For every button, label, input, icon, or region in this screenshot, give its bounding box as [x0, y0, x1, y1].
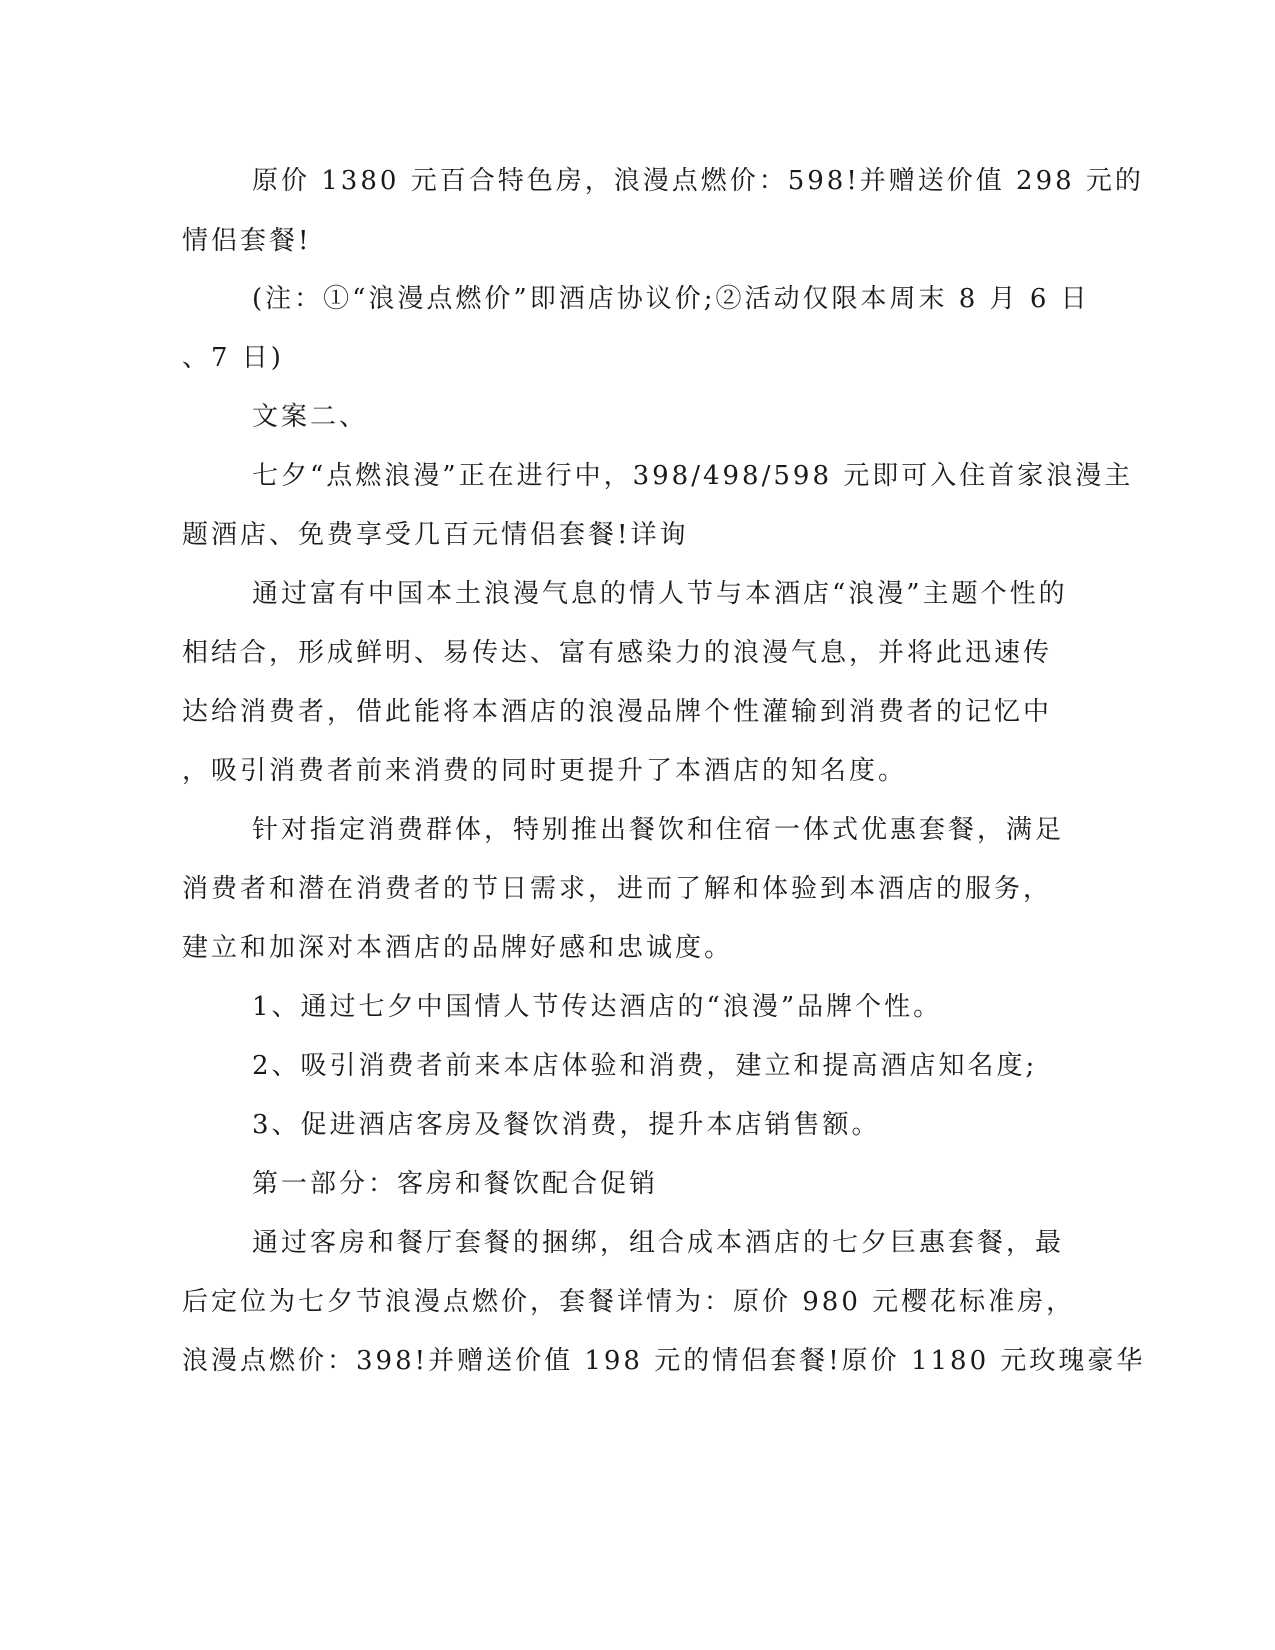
- paragraph-line: 通过客房和餐厅套餐的捆绑，组合成本酒店的七夕巨惠套餐，最: [252, 1228, 1065, 1258]
- paragraph-line: 七夕“点燃浪漫”正在进行中，398/498/598 元即可入住首家浪漫主: [252, 461, 1134, 491]
- section-heading: 第一部分：客房和餐饮配合促销: [252, 1169, 659, 1199]
- paragraph-line: 浪漫点燃价：398!并赠送价值 198 元的情侣套餐!原价 1180 元玫瑰豪华: [182, 1346, 1146, 1376]
- paragraph-line: 针对指定消费群体，特别推出餐饮和住宿一体式优惠套餐，满足: [252, 815, 1065, 845]
- paragraph-line: 情侣套餐!: [182, 226, 312, 256]
- paragraph-line: 通过富有中国本土浪漫气息的情人节与本酒店“浪漫”主题个性的: [252, 579, 1068, 609]
- paragraph-line: 相结合，形成鲜明、易传达、富有感染力的浪漫气息，并将此迅速传: [182, 638, 1053, 668]
- paragraph-line: 建立和加深对本酒店的品牌好感和忠诚度。: [182, 933, 734, 963]
- paragraph-line: 后定位为七夕节浪漫点燃价，套餐详情为：原价 980 元樱花标准房，: [182, 1287, 1076, 1317]
- paragraph-line: 消费者和潜在消费者的节日需求，进而了解和体验到本酒店的服务，: [182, 874, 1053, 904]
- list-item: 3、促进酒店客房及餐饮消费，提升本店销售额。: [252, 1110, 881, 1140]
- paragraph-line: ，吸引消费者前来消费的同时更提升了本酒店的知名度。: [182, 756, 908, 786]
- paragraph-line: 达给消费者，借此能将本酒店的浪漫品牌个性灌输到消费者的记忆中: [182, 697, 1053, 727]
- section-heading: 文案二、: [252, 402, 369, 432]
- paragraph-line: 题酒店、免费享受几百元情侣套餐!详询: [182, 520, 689, 550]
- paragraph-line: 、7 日): [182, 343, 284, 373]
- paragraph-line: 原价 1380 元百合特色房，浪漫点燃价：598!并赠送价值 298 元的: [252, 166, 1144, 196]
- list-item: 2、吸引消费者前来本店体验和消费，建立和提高酒店知名度;: [252, 1051, 1038, 1081]
- list-item: 1、通过七夕中国情人节传达酒店的“浪漫”品牌个性。: [252, 992, 943, 1022]
- paragraph-line: (注：①“浪漫点燃价”即酒店协议价;②活动仅限本周末 8 月 6 日: [252, 284, 1090, 314]
